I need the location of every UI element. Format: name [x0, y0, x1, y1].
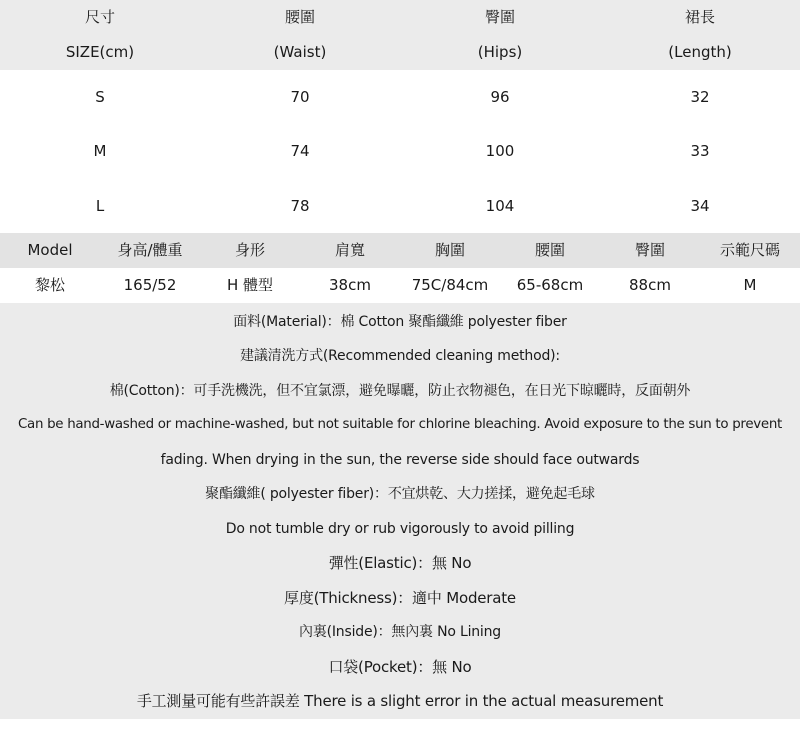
product-info	[0, 303, 800, 719]
error-note: 手工測量可能有些許誤差 There is a slight error in the actual measurement	[136, 692, 664, 711]
header-waist-en: (Waist)	[273, 43, 327, 61]
size-cell: S	[95, 88, 105, 106]
model-row	[0, 268, 800, 303]
size-table	[0, 0, 800, 233]
model-waist: 65-68cm	[516, 275, 584, 294]
model-shoulder: 38cm	[329, 275, 371, 294]
model-name: 黎松	[34, 275, 65, 294]
waist-cell: 70	[290, 88, 310, 106]
pocket-line: 口袋(Pocket)：無 No	[328, 657, 472, 676]
model-hips: 88cm	[629, 275, 671, 294]
waist-cell: 74	[290, 142, 310, 161]
hips-cell: 96	[490, 88, 510, 106]
polyester-care-cn: 聚酯纖維( polyester fiber)：不宜烘乾、大力搓揉，避免起毛球	[205, 486, 595, 503]
size-row-m	[0, 124, 800, 178]
inside-line: 內裏(Inside)：無內裏 No Lining	[299, 624, 501, 641]
polyester-care-en: Do not tumble dry or rub vigorously to avoid pilling	[225, 520, 575, 537]
length-cell: 33	[690, 142, 710, 161]
header-length-cn: 裙長	[684, 8, 715, 26]
size-header-en-row	[0, 35, 800, 70]
header-hips: 臀圍	[634, 240, 665, 259]
size-row-s	[0, 70, 800, 124]
elastic-line: 彈性(Elastic)：無 No	[328, 554, 472, 573]
header-size-cn: 尺寸	[84, 8, 115, 26]
header-sample-size: 示範尺碼	[719, 240, 780, 259]
header-length-en: (Length)	[668, 43, 732, 61]
header-body-shape: 身形	[234, 240, 265, 259]
cotton-care-en-1: Can be hand-washed or machine-washed, but not suitable for chlorine bleaching. Avoid exposure to the sun to prevent	[18, 417, 782, 433]
header-hips-en: (Hips)	[477, 43, 523, 61]
model-body-shape: H 體型	[226, 275, 274, 294]
model-table-header	[0, 233, 800, 268]
model-sample-size: M	[743, 275, 757, 294]
size-cell: M	[93, 142, 107, 161]
model-bust: 75C/84cm	[411, 275, 489, 294]
header-height-weight: 身高/體重	[117, 240, 183, 259]
hips-cell: 104	[485, 196, 515, 215]
header-model: Model	[27, 240, 73, 259]
size-header-cn-row	[0, 0, 800, 35]
header-waist-cn: 腰圍	[284, 8, 315, 26]
size-table-header	[0, 0, 800, 70]
material-line: 面料(Material)：棉 Cotton 聚酯纖維 polyester fiber	[233, 313, 567, 330]
header-hips-cn: 臀圍	[484, 8, 515, 26]
model-height-weight: 165/52	[123, 275, 177, 294]
header-bust: 胸圍	[434, 240, 465, 259]
cleaning-title: 建議清洗方式(Recommended cleaning method):	[240, 348, 560, 365]
cotton-care-en-2: fading. When drying in the sun, the reverse side should face outwards	[160, 451, 640, 468]
header-size-en: SIZE(cm)	[65, 43, 135, 61]
cotton-care-cn: 棉(Cotton)：可手洗機洗，但不宜氯漂，避免曝曬，防止衣物褪色，在日光下晾曬時，反面朝外	[109, 382, 691, 399]
header-waist: 腰圍	[534, 240, 565, 259]
size-cell: L	[95, 196, 105, 215]
length-cell: 32	[690, 88, 710, 106]
header-shoulder: 肩寬	[334, 240, 365, 259]
thickness-line: 厚度(Thickness)：適中 Moderate	[284, 588, 516, 607]
hips-cell: 100	[485, 142, 515, 161]
length-cell: 34	[690, 196, 710, 215]
size-row-l	[0, 179, 800, 233]
waist-cell: 78	[290, 196, 310, 215]
model-table	[0, 233, 800, 303]
